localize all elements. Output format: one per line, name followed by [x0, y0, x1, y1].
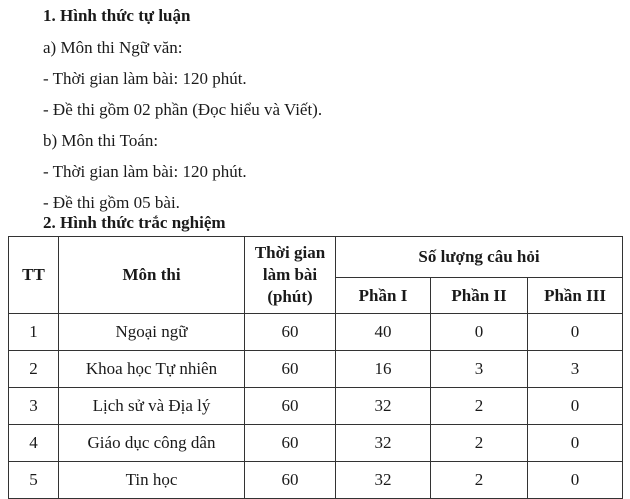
- cell-time: 60: [245, 462, 336, 499]
- cell-part3: 0: [528, 314, 623, 351]
- cell-time: 60: [245, 351, 336, 388]
- exam-table: [8, 236, 623, 499]
- cell-part2: 2: [431, 388, 528, 425]
- cell-part1: 32: [336, 425, 431, 462]
- cell-part2: 2: [431, 425, 528, 462]
- subject-a-time: - Thời gian làm bài: 120 phút.: [43, 69, 247, 88]
- cell-subject: Giáo dục công dân: [59, 425, 245, 462]
- cell-part3: 3: [528, 351, 623, 388]
- subject-b-label: b) Môn thi Toán:: [43, 131, 159, 150]
- cell-tt: 5: [9, 462, 59, 499]
- cell-subject: Lịch sử và Địa lý: [59, 388, 245, 425]
- cell-tt: 4: [9, 425, 59, 462]
- cell-time: 60: [245, 425, 336, 462]
- cell-part3: 0: [528, 388, 623, 425]
- cell-part2: 0: [431, 314, 528, 351]
- cell-subject: Tin học: [59, 462, 245, 499]
- cell-part3: 0: [528, 425, 623, 462]
- header-time-line1: Thời gian: [254, 243, 326, 262]
- section1-heading: 1. Hình thức tự luận: [43, 6, 191, 25]
- table-header-row: [9, 237, 623, 278]
- table-row: [9, 425, 623, 462]
- cell-subject: Khoa học Tự nhiên: [59, 351, 245, 388]
- cell-part1: 40: [336, 314, 431, 351]
- header-part1: Phần I: [336, 278, 431, 314]
- header-part3: Phần III: [528, 278, 623, 314]
- section2-heading: 2. Hình thức trắc nghiệm: [43, 213, 226, 232]
- header-time-line3: (phút): [267, 287, 313, 306]
- subject-a-parts: - Đề thi gồm 02 phần (Đọc hiểu và Viết).: [43, 100, 323, 119]
- cell-part1: 16: [336, 351, 431, 388]
- subject-b-parts: - Đề thi gồm 05 bài.: [43, 193, 180, 212]
- table-row: [9, 351, 623, 388]
- cell-tt: 2: [9, 351, 59, 388]
- cell-part3: 0: [528, 462, 623, 499]
- header-time: [245, 237, 336, 314]
- subject-b-time: - Thời gian làm bài: 120 phút.: [43, 162, 247, 181]
- header-tt: TT: [9, 237, 59, 314]
- cell-time: 60: [245, 388, 336, 425]
- table-row: [9, 314, 623, 351]
- header-time-line2: làm bài: [262, 265, 318, 284]
- header-part2: Phần II: [431, 278, 528, 314]
- cell-time: 60: [245, 314, 336, 351]
- table-row: [9, 462, 623, 499]
- cell-subject: Ngoại ngữ: [59, 314, 245, 351]
- table-row: [9, 388, 623, 425]
- cell-part2: 2: [431, 462, 528, 499]
- cell-part2: 3: [431, 351, 528, 388]
- cell-tt: 3: [9, 388, 59, 425]
- cell-tt: 1: [9, 314, 59, 351]
- cell-part1: 32: [336, 388, 431, 425]
- header-questions: Số lượng câu hỏi: [336, 237, 623, 278]
- header-subject: Môn thi: [59, 237, 245, 314]
- subject-a-label: a) Môn thi Ngữ văn:: [43, 38, 183, 57]
- cell-part1: 32: [336, 462, 431, 499]
